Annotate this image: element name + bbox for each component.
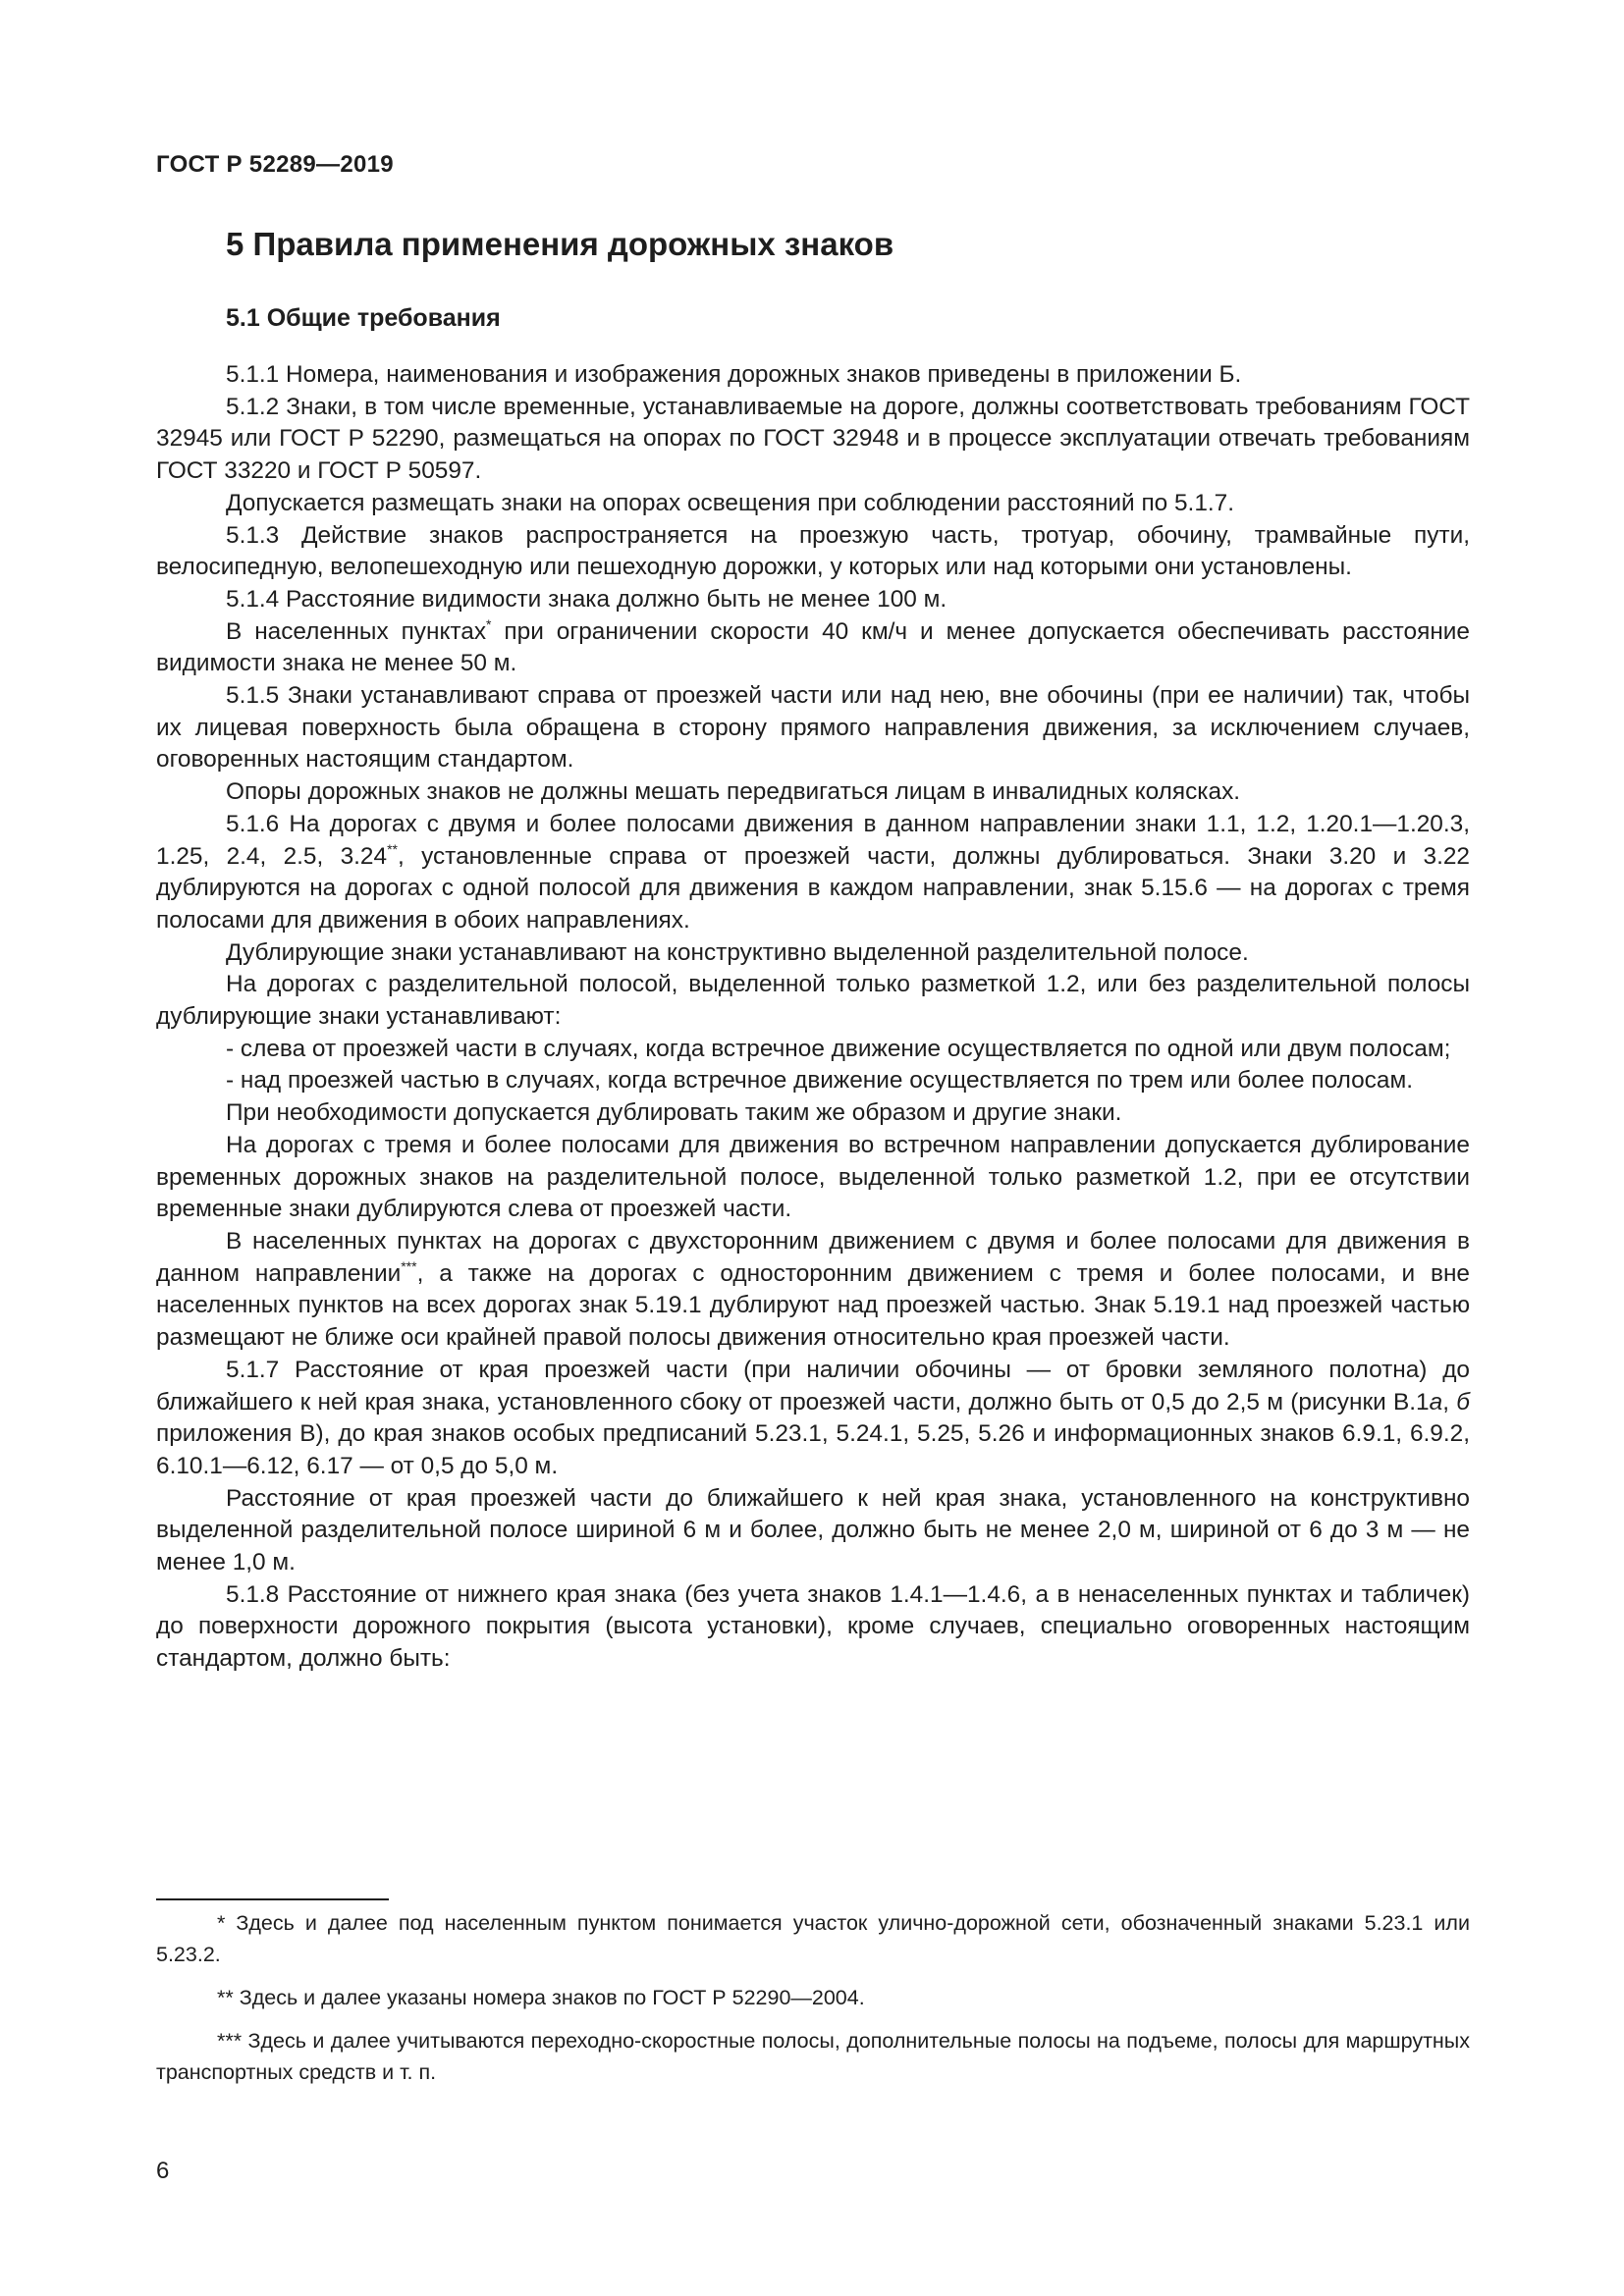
section-title: 5 Правила применения дорожных знаков [226, 226, 894, 262]
list-item: - слева от проезжей части в случаях, когда встречное движение осуществляется по одной или двум полосам; [226, 1035, 1451, 1062]
paragraph: На дорогах с тремя и более полосами для движения во встречном направлении допускается дублирование временных дорожных знаков на разделительной полосе, выделенной только разметкой 1.2, при ее отсутствии временные знаки дублируются слева от проезжей части. [156, 1131, 1470, 1223]
document-header: ГОСТ Р 52289—2019 [156, 151, 394, 178]
footnote-ref: * [486, 615, 492, 632]
paragraph: 5.1.2 Знаки, в том числе временные, устанавливаемые на дороге, должны соответствовать требованиям ГОСТ 32945 или ГОСТ Р 52290, размещаться на опорах по ГОСТ 32948 и в процессе эксплуатации отвечать требованиям ГОСТ 33220 и ГОСТ Р 50597. [156, 393, 1470, 485]
paragraph: 5.1.3 Действие знаков распространяется на проезжую часть, тротуар, обочину, трамвайные пути, велосипедную, велопешеходную или пешеходную дорожки, у которых или над которыми они установлены. [156, 521, 1470, 581]
page-number: 6 [156, 2158, 170, 2184]
body-text [156, 359, 1470, 1676]
paragraph: Дублирующие знаки устанавливают на конструктивно выделенной разделительной полосе. [226, 938, 1249, 966]
footnotes [156, 1907, 1470, 2100]
paragraph: На дорогах с разделительной полосой, выделенной только разметкой 1.2, или без разделительной полосы дублирующие знаки устанавливают: [156, 971, 1470, 1031]
footnote-ref: ** [387, 840, 398, 857]
footnote: * Здесь и далее под населенным пунктом понимается участок улично-дорожной сети, обозначенный знаками 5.23.1 или 5.23.2. [156, 1911, 1470, 1966]
subsection-title: 5.1 Общие требования [226, 304, 501, 332]
paragraph: 5.1.8 Расстояние от нижнего края знака (без учета знаков 1.4.1—1.4.6, а в ненаселенных пунктах и табличек) до поверхности дорожного покрытия (высота установки), кроме случаев, специально оговоренных настоящим стандартом, должно быть: [156, 1580, 1470, 1673]
paragraph: Опоры дорожных знаков не должны мешать передвигаться лицам в инвалидных колясках. [226, 778, 1241, 806]
footnote: *** Здесь и далее учитываются переходно-скоростные полосы, дополнительные полосы на подъеме, полосы для маршрутных транспортных средств и т. п. [156, 2029, 1470, 2084]
paragraph: При необходимости допускается дублировать таким же образом и другие знаки. [226, 1099, 1122, 1127]
paragraph: В населенных пунктах на дорогах с двухсторонним движением с двумя и более полосами для движения в данном направлении***, а также на дорогах с односторонним движением с тремя и более полосами, и вне населенных пунктов на всех дорогах знак 5.19.1 дублируют над проезжей частью. Знак 5.19.1 над проезжей частью размещают не ближе оси крайней правой полосы движения относительно края проезжей части. [156, 1227, 1470, 1352]
paragraph: 5.1.5 Знаки устанавливают справа от проезжей части или над нею, вне обочины (при ее наличии) так, чтобы их лицевая поверхность была обращена в сторону прямого направления движения, за исключением случаев, оговоренных настоящим стандартом. [156, 682, 1470, 774]
footnote: ** Здесь и далее указаны номера знаков по ГОСТ Р 52290—2004. [217, 1986, 865, 2009]
paragraph: 5.1.6 На дорогах с двумя и более полосами движения в данном направлении знаки 1.1, 1.2, 1.20.1—1.20.3, 1.25, 2.4, 2.5, 3.24**, установленные справа от проезжей части, должны дублироваться. Знаки 3.20 и 3.22 дублируются на дорогах с одной полосой для движения в каждом направлении, знак 5.15.6 — на дорогах с тремя полосами для движения в обоих направлениях. [156, 810, 1470, 934]
paragraph: 5.1.7 Расстояние от края проезжей части (при наличии обочины — от бровки земляного полотна) до ближайшего к ней края знака, установленного сбоку от проезжей части, должно быть от 0,5 до 2,5 м (рисунки В.1а, б приложения В), до края знаков особых предписаний 5.23.1, 5.24.1, 5.25, 5.26 и информационных знаков 6.9.1, 6.9.2, 6.10.1—6.12, 6.17 — от 0,5 до 5,0 м. [156, 1356, 1470, 1479]
footnote-ref: *** [401, 1257, 417, 1274]
paragraph: 5.1.1 Номера, наименования и изображения дорожных знаков приведены в приложении Б. [226, 361, 1242, 388]
list-item: - над проезжей частью в случаях, когда встречное движение осуществляется по трем или более полосам. [226, 1067, 1413, 1095]
paragraph: 5.1.4 Расстояние видимости знака должно быть не менее 100 м. [226, 585, 947, 613]
footnote-divider [156, 1898, 389, 1900]
paragraph: В населенных пунктах* при ограничении скорости 40 км/ч и менее допускается обеспечивать расстояние видимости знака не менее 50 м. [156, 615, 1470, 677]
paragraph: Допускается размещать знаки на опорах освещения при соблюдении расстояний по 5.1.7. [226, 489, 1235, 516]
paragraph: Расстояние от края проезжей части до ближайшего к ней края знака, установленного на конструктивно выделенной разделительной полосе шириной 6 м и более, должно быть не менее 2,0 м, шириной от 6 до 3 м — не менее 1,0 м. [156, 1484, 1470, 1576]
